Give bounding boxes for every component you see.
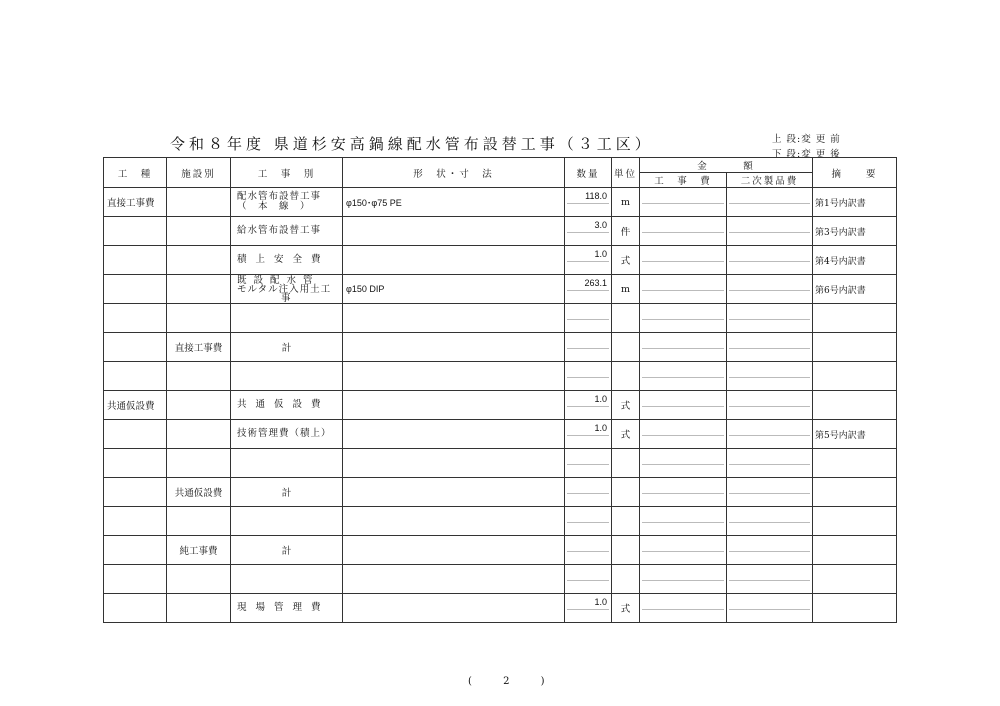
table-row	[104, 391, 897, 420]
document-title: 令和８年度 県道杉安高鍋線配水管布設替工事（３工区）	[170, 135, 654, 153]
spec-cell	[343, 594, 565, 623]
table-row	[104, 362, 897, 391]
kind-cell	[104, 507, 167, 536]
remarks-cell	[813, 362, 897, 391]
construction-cost-cell	[640, 420, 727, 449]
work-cell	[231, 565, 343, 594]
construction-cost-cell	[640, 333, 727, 362]
remarks-cell: 第6号内訳書	[813, 275, 897, 304]
remarks-cell: 第5号内訳書	[813, 420, 897, 449]
secondary-products-cell	[727, 478, 813, 507]
qty-cell	[565, 333, 612, 362]
kind-cell	[104, 304, 167, 333]
work-cell: 共通仮設費	[231, 391, 343, 420]
construction-cost-cell	[640, 507, 727, 536]
facility-cell: 共通仮設費	[167, 478, 231, 507]
unit-cell: m	[612, 275, 640, 304]
work-cell: 給水管布設替工事	[231, 217, 343, 246]
secondary-products-cell	[727, 391, 813, 420]
kind-cell	[104, 449, 167, 478]
work-cell	[231, 449, 343, 478]
kind-cell	[104, 217, 167, 246]
unit-cell	[612, 536, 640, 565]
table-row	[104, 246, 897, 275]
qty-cell	[565, 565, 612, 594]
table-row	[104, 507, 897, 536]
facility-cell	[167, 362, 231, 391]
table-row	[104, 420, 897, 449]
spec-cell	[343, 565, 565, 594]
spec-cell	[343, 246, 565, 275]
spec-cell	[343, 420, 565, 449]
secondary-products-cell	[727, 420, 813, 449]
construction-cost-cell	[640, 275, 727, 304]
table-row	[104, 536, 897, 565]
table-row	[104, 594, 897, 623]
kind-cell	[104, 362, 167, 391]
qty-cell: 1.0	[565, 594, 612, 623]
unit-cell: 式	[612, 246, 640, 275]
remarks-cell	[813, 304, 897, 333]
header-unit: 単位	[612, 158, 640, 188]
work-cell: 配水管布設替工事 （ 本 線 ）	[231, 188, 343, 217]
remarks-cell	[813, 594, 897, 623]
facility-cell	[167, 246, 231, 275]
secondary-products-cell	[727, 362, 813, 391]
qty-cell	[565, 362, 612, 391]
qty-cell: 1.0	[565, 391, 612, 420]
facility-cell	[167, 449, 231, 478]
secondary-products-cell	[727, 594, 813, 623]
facility-cell	[167, 391, 231, 420]
legend-upper-row: 上 段:変 更 前	[772, 134, 841, 145]
cost-breakdown-table	[103, 157, 897, 623]
header-facility: 施設別	[167, 158, 231, 188]
kind-cell	[104, 594, 167, 623]
unit-cell: 式	[612, 391, 640, 420]
spec-cell	[343, 478, 565, 507]
secondary-products-cell	[727, 565, 813, 594]
kind-cell	[104, 565, 167, 594]
table-row	[104, 275, 897, 304]
header-secondary-products: 二次製品費	[727, 173, 813, 188]
unit-cell	[612, 362, 640, 391]
remarks-cell: 第4号内訳書	[813, 246, 897, 275]
unit-cell	[612, 449, 640, 478]
unit-cell	[612, 478, 640, 507]
work-cell: 既設配水管 モルタル注入用土工 事	[231, 275, 343, 304]
facility-cell: 純工事費	[167, 536, 231, 565]
work-cell: 計	[231, 478, 343, 507]
remarks-cell	[813, 565, 897, 594]
kind-cell	[104, 420, 167, 449]
qty-cell: 1.0	[565, 420, 612, 449]
construction-cost-cell	[640, 217, 727, 246]
table-row	[104, 449, 897, 478]
construction-cost-cell	[640, 304, 727, 333]
spec-cell: φ150 DIP	[343, 275, 565, 304]
work-cell	[231, 362, 343, 391]
unit-cell	[612, 565, 640, 594]
spec-cell	[343, 362, 565, 391]
secondary-products-cell	[727, 333, 813, 362]
qty-cell	[565, 304, 612, 333]
construction-cost-cell	[640, 565, 727, 594]
facility-cell	[167, 188, 231, 217]
construction-cost-cell	[640, 536, 727, 565]
qty-cell	[565, 536, 612, 565]
unit-cell: 件	[612, 217, 640, 246]
table-row	[104, 333, 897, 362]
kind-cell	[104, 478, 167, 507]
spec-cell	[343, 536, 565, 565]
work-cell: 積上安全費	[231, 246, 343, 275]
table-row	[104, 217, 897, 246]
secondary-products-cell	[727, 507, 813, 536]
unit-cell	[612, 304, 640, 333]
header-spec: 形 状・寸 法	[343, 158, 565, 188]
construction-cost-cell	[640, 594, 727, 623]
kind-cell: 共通仮設費	[104, 391, 167, 420]
kind-cell	[104, 536, 167, 565]
table-row	[104, 304, 897, 333]
kind-cell: 直接工事費	[104, 188, 167, 217]
work-cell	[231, 507, 343, 536]
unit-cell: m	[612, 188, 640, 217]
facility-cell	[167, 304, 231, 333]
header-work: 工 事 別	[231, 158, 343, 188]
kind-cell	[104, 275, 167, 304]
secondary-products-cell	[727, 275, 813, 304]
qty-cell: 1.0	[565, 246, 612, 275]
qty-cell: 3.0	[565, 217, 612, 246]
remarks-cell	[813, 333, 897, 362]
table-row	[104, 188, 897, 217]
facility-cell	[167, 594, 231, 623]
work-cell: 計	[231, 333, 343, 362]
work-cell: 現場管理費	[231, 594, 343, 623]
secondary-products-cell	[727, 536, 813, 565]
qty-cell: 118.0	[565, 188, 612, 217]
legend-lower-row: 下 段:変 更 後	[772, 149, 841, 160]
facility-cell	[167, 507, 231, 536]
work-cell: 技術管理費（積上）	[231, 420, 343, 449]
construction-cost-cell	[640, 246, 727, 275]
spec-cell	[343, 391, 565, 420]
kind-cell	[104, 333, 167, 362]
work-cell	[231, 304, 343, 333]
construction-cost-cell	[640, 362, 727, 391]
secondary-products-cell	[727, 304, 813, 333]
construction-cost-cell	[640, 391, 727, 420]
page-number: ( 2 )	[468, 676, 559, 687]
spec-cell	[343, 449, 565, 478]
unit-cell	[612, 333, 640, 362]
secondary-products-cell	[727, 246, 813, 275]
spec-cell	[343, 217, 565, 246]
header-remarks: 摘 要	[813, 158, 897, 188]
qty-cell: 263.1	[565, 275, 612, 304]
remarks-cell	[813, 536, 897, 565]
construction-cost-cell	[640, 449, 727, 478]
unit-cell: 式	[612, 594, 640, 623]
remarks-cell	[813, 478, 897, 507]
unit-cell	[612, 507, 640, 536]
remarks-cell	[813, 391, 897, 420]
work-cell: 計	[231, 536, 343, 565]
spec-cell: φ150･φ75 PE	[343, 188, 565, 217]
remarks-cell: 第1号内訳書	[813, 188, 897, 217]
spec-cell	[343, 304, 565, 333]
unit-cell: 式	[612, 420, 640, 449]
header-amount: 金 額	[640, 158, 813, 173]
qty-cell	[565, 478, 612, 507]
facility-cell: 直接工事費	[167, 333, 231, 362]
qty-cell	[565, 507, 612, 536]
construction-cost-cell	[640, 188, 727, 217]
qty-cell	[565, 449, 612, 478]
facility-cell	[167, 275, 231, 304]
remarks-cell	[813, 449, 897, 478]
table-row	[104, 565, 897, 594]
secondary-products-cell	[727, 449, 813, 478]
secondary-products-cell	[727, 217, 813, 246]
table-row	[104, 478, 897, 507]
secondary-products-cell	[727, 188, 813, 217]
header-construction-cost: 工 事 費	[640, 173, 727, 188]
spec-cell	[343, 507, 565, 536]
remarks-cell	[813, 507, 897, 536]
header-kind: 工 種	[104, 158, 167, 188]
facility-cell	[167, 217, 231, 246]
facility-cell	[167, 420, 231, 449]
kind-cell	[104, 246, 167, 275]
header-qty: 数量	[565, 158, 612, 188]
spec-cell	[343, 333, 565, 362]
facility-cell	[167, 565, 231, 594]
remarks-cell: 第3号内訳書	[813, 217, 897, 246]
construction-cost-cell	[640, 478, 727, 507]
